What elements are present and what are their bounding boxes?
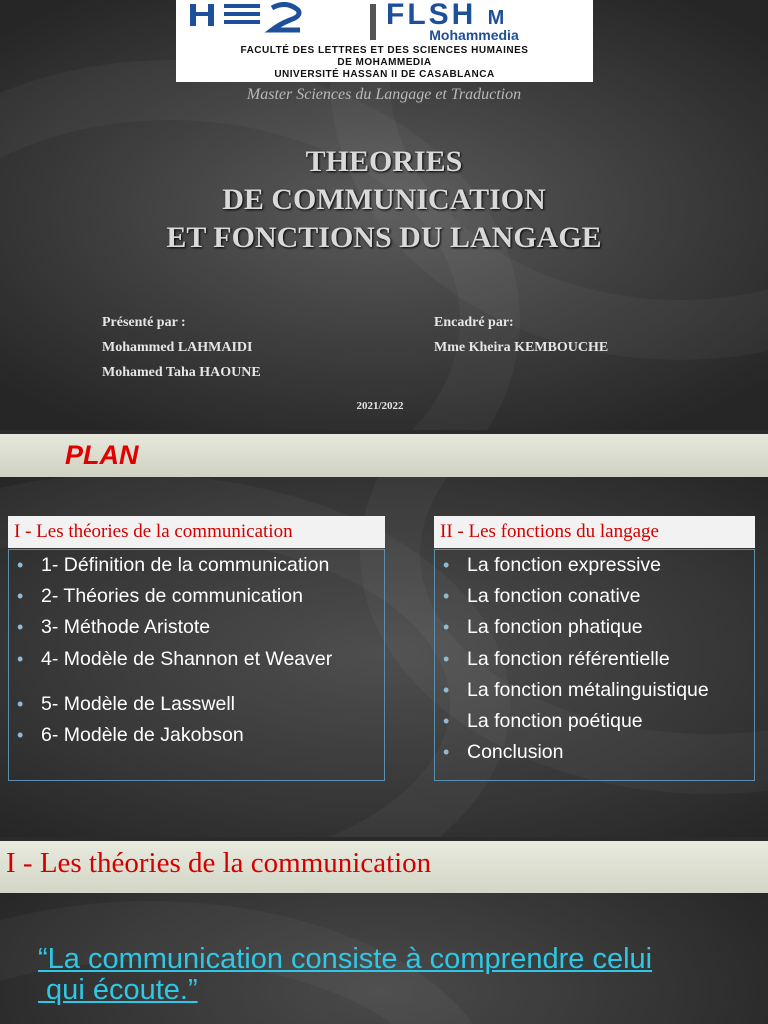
list-item: • La fonction conative (435, 581, 754, 612)
list-item: • 2- Théories de communication (9, 581, 384, 612)
logo-city: Mohammedia (429, 27, 519, 43)
plan-title: PLAN (65, 440, 139, 470)
plan-slide (0, 434, 768, 837)
list-item: • La fonction métalinguistique (435, 675, 754, 706)
logo-faculty-line: FACULTÉ DES LETTRES ET DES SCIENCES HUMAINES (240, 45, 529, 56)
bullet-icon: • (443, 711, 450, 732)
uh2c-emblem-icon (186, 2, 306, 44)
list-item: • La fonction phatique (435, 612, 754, 643)
list-item: • La fonction référentielle (435, 644, 754, 675)
title-line: DE COMMUNICATION (222, 183, 546, 216)
bullet-icon: • (17, 725, 24, 746)
logo-city-line: DE MOHAMMEDIA (337, 57, 432, 68)
section1-slide (0, 841, 768, 1024)
bullet-icon: • (17, 693, 24, 714)
list-item: • La fonction poétique (435, 706, 754, 737)
bullet-icon: • (17, 648, 24, 669)
section1-list-box (8, 549, 385, 781)
bullet-icon: • (17, 617, 24, 638)
supervisor-name: Mme Kheira KEMBOUCHE (434, 340, 609, 355)
title-line: THEORIES (305, 145, 463, 178)
list-item: • Conclusion (435, 737, 754, 768)
bullet-icon: • (17, 555, 24, 575)
bullet-icon: • (443, 617, 450, 638)
bullet-icon: • (443, 586, 450, 607)
section2-list-box (434, 549, 755, 781)
supervised-label: Encadré par: (434, 315, 514, 330)
faculty-logo (176, 0, 593, 82)
section1-heading: I - Les théories de la communication (8, 516, 385, 548)
bullet-icon: • (443, 679, 450, 700)
section2-list (435, 550, 754, 768)
logo-brand: FLSH M (386, 0, 505, 31)
plan-title-bar (0, 434, 768, 477)
logo-university-line: UNIVERSITÉ HASSAN II DE CASABLANCA (274, 69, 495, 80)
list-item: • 5- Modèle de Lasswell (9, 689, 384, 720)
presented-label: Présenté par : (102, 315, 186, 330)
quote-line: “La communication consiste à comprendre celui (38, 943, 653, 975)
title-line: ET FONCTIONS DU LANGAGE (166, 221, 602, 254)
presenter-name: Mohamed Taha HAOUNE (102, 365, 261, 380)
academic-year: 2021/2022 (356, 400, 404, 412)
bullet-icon: • (443, 555, 450, 575)
bullet-icon: • (17, 586, 24, 607)
presentation-title (0, 143, 768, 257)
supervisor-block (434, 310, 608, 360)
quote-line: qui écoute.” (38, 974, 198, 1006)
section2-heading: II - Les fonctions du langage (434, 516, 755, 548)
list-item: • La fonction expressive (435, 550, 754, 581)
title-slide (0, 0, 768, 430)
master-subtitle: Master Sciences du Langage et Traduction (246, 86, 522, 103)
bullet-icon: • (443, 648, 450, 669)
list-item: • 3- Méthode Aristote (9, 612, 384, 643)
presenter-name: Mohammed LAHMAIDI (102, 340, 253, 355)
section1-title-bar (0, 841, 768, 893)
list-item: • 6- Modèle de Jakobson (9, 720, 384, 751)
list-item: • 1- Définition de la communication (9, 550, 384, 581)
bullet-icon: • (443, 742, 450, 763)
section1-list (9, 550, 384, 751)
section1-title: I - Les théories de la communication (6, 847, 432, 879)
list-item: • 4- Modèle de Shannon et Weaver (9, 644, 384, 675)
communication-quote[interactable] (38, 944, 758, 1006)
presenters-block (102, 310, 261, 385)
